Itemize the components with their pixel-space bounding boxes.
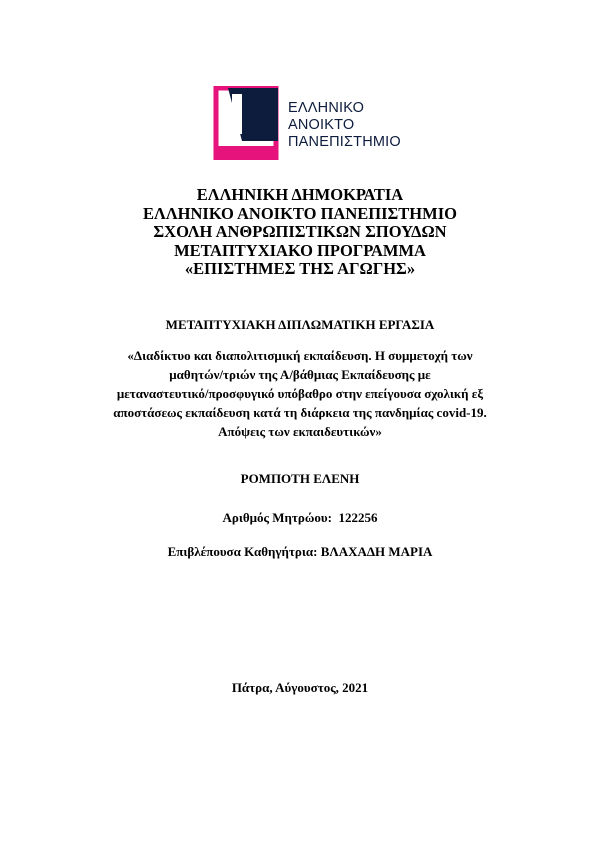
institution-line-2: ΕΛΛΗΝΙΚΟ ΑΝΟΙΚΤΟ ΠΑΝΕΠΙΣΤΗΜΙΟ [143, 203, 457, 223]
thesis-title [98, 346, 502, 441]
institution-header [0, 186, 600, 279]
institution-line-4: ΜΕΤΑΠΤΥΧΙΑΚΟ ΠΡΟΓΡΑΜΜΑ [174, 240, 426, 260]
registration-label: Αριθμός Μητρώου: [222, 510, 332, 525]
logo-wordmark [288, 100, 401, 151]
place-date: Πάτρα, Αύγουστος, 2021 [231, 680, 369, 695]
logo-line-1: ΕΛΛΗΝΙΚΟ [288, 100, 365, 116]
thesis-title-line: αποστάσεως εκπαίδευση κατά τη διάρκεια της πανδημίας covid-19. [113, 405, 487, 420]
thesis-title-line: Απόψεις των εκπαιδευτικών» [218, 424, 382, 439]
registration-value: 122256 [338, 510, 378, 525]
institution-line-5: «ΕΠΙΣΤΗΜΕΣ ΤΗΣ ΑΓΩΓΗΣ» [184, 259, 416, 279]
logo-line-2: ΑΝΟΙΚΤΟ [288, 117, 355, 133]
thesis-title-line: «Διαδίκτυο και διαπολιτισμική εκπαίδευση. Η συμμετοχή των [127, 348, 473, 363]
supervisor-label: Επιβλέπουσα Καθηγήτρια: [167, 544, 318, 559]
supervisor-name: ΒΛΑΧΑΔΗ ΜΑΡΙΑ [320, 544, 433, 559]
author-name: ΡΟΜΠΟΤΗ ΕΛΕΝΗ [240, 471, 360, 486]
logo-line-3: ΠΑΝΕΠΙΣΤΗΜΙΟ [288, 134, 401, 150]
thesis-title-line: μαθητών/τριών της Α/βάθμιας Εκπαίδευσης με [169, 367, 431, 382]
thesis-title-line: μεταναστευτικό/προσφυγικό υπόβαθρο στην επείγουσα σχολική εξ [116, 386, 484, 401]
supervisor [0, 544, 600, 560]
thesis-type: ΜΕΤΑΠΤΥΧΙΑΚΗ ΔΙΠΛΩΜΑΤΙΚΗ ΕΡΓΑΣΙΑ [165, 317, 435, 332]
institution-line-1: ΕΛΛΗΝΙΚΗ ΔΗΜΟΚΡΑΤΙΑ [196, 185, 404, 204]
institution-line-3: ΣΧΟΛΗ ΑΝΘΡΩΠΙΣΤΙΚΩΝ ΣΠΟΥΔΩΝ [153, 222, 447, 242]
registration-number [0, 510, 600, 526]
university-logo [212, 86, 402, 160]
